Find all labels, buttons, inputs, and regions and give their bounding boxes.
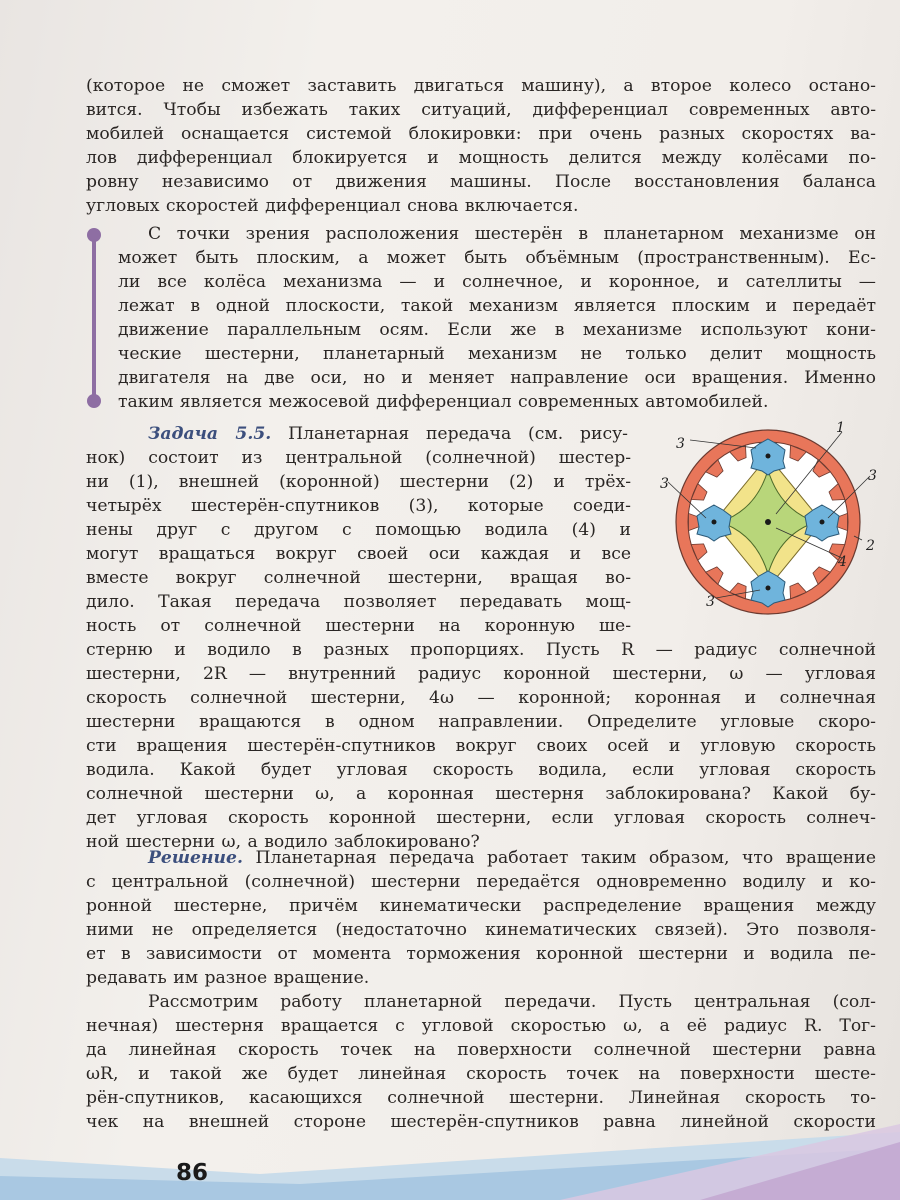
- text-line: ронной шестерне, причём кинематически распределение вращения между: [86, 896, 876, 916]
- text-line: рён-спутников, касающихся солнечной шестерни. Линейная скорость то-: [86, 1088, 876, 1108]
- text-line: скорость солнечной шестерни, 4ω — коронной; коронная и солнечная: [86, 688, 876, 708]
- text-line: может быть плоским, а может быть объёмным (пространственным). Ес-: [118, 248, 876, 268]
- text-line: ной шестерни ω, а водило заблокировано?: [86, 832, 480, 852]
- label-planet: 3: [868, 468, 877, 484]
- text-line: движение параллельным осям. Если же в механизме используют кони-: [118, 320, 876, 340]
- label-sun-gear: 1: [836, 420, 845, 436]
- text-line: (которое не сможет заставить двигаться машину), а второе колесо остано-: [86, 76, 876, 96]
- sidebar-marker-line: [92, 236, 96, 402]
- text-line: мобилей оснащается системой блокировки: при очень разных скоростях ва-: [86, 124, 876, 144]
- text-line: ли все колёса механизма — и солнечное, и коронное, и сателлиты —: [118, 272, 876, 292]
- page-number: 86: [176, 1160, 209, 1186]
- text-line: ность от солнечной шестерни на коронную ше-: [86, 616, 631, 636]
- text-line: ωR, и такой же будет линейная скорость точек на поверхности шесте-: [86, 1064, 876, 1084]
- text-line: Рассмотрим работу планетарной передачи. Пусть центральная (сол-: [148, 992, 876, 1012]
- text-line: ческие шестерни, планетарный механизм не только делит мощность: [118, 344, 876, 364]
- text-line: нечная) шестерня вращается с угловой скоростью ω, а её радиус R. Тог-: [86, 1016, 876, 1036]
- solution-first-line-text: Планетарная передача работает таким образом, что вращение: [255, 848, 876, 868]
- solution-first-line: [148, 846, 876, 871]
- text-line: четырёх шестерён-спутников (3), которые соеди-: [86, 496, 631, 516]
- text-line: дет угловая скорость коронной шестерни, если угловая скорость солнеч-: [86, 808, 876, 828]
- label-planet: 3: [706, 594, 715, 610]
- text-line: чек на внешней стороне шестерён-спутников равна линейной скорости: [86, 1112, 876, 1132]
- text-line: с центральной (солнечной) шестерни передаётся одновременно водилу и ко-: [86, 872, 876, 892]
- label-planet: 3: [676, 436, 685, 452]
- text-line: ними не определяется (недостаточно кинематических связей). Это позволя-: [86, 920, 876, 940]
- label-carrier: 4: [838, 554, 847, 570]
- solution-title: Решение.: [148, 848, 243, 868]
- text-line: сти вращения шестерён-спутников вокруг своих осей и угловую скорость: [86, 736, 876, 756]
- text-line: нок) состоит из центральной (солнечной) шестер-: [86, 448, 631, 468]
- label-planet: 3: [660, 476, 669, 492]
- task-first-line: [148, 422, 628, 447]
- text-line: вместе вокруг солнечной шестерни, вращая во-: [86, 568, 631, 588]
- sidebar-marker-bottom: [87, 394, 101, 408]
- text-line: ни (1), внешней (коронной) шестерни (2) и трёх-: [86, 472, 631, 492]
- text-line: вится. Чтобы избежать таких ситуаций, дифференциал современных авто-: [86, 100, 876, 120]
- text-line: да линейная скорость точек на поверхности солнечной шестерни равна: [86, 1040, 876, 1060]
- text-line: солнечной шестерни ω, а коронная шестерня заблокирована? Какой бу-: [86, 784, 876, 804]
- text-line: С точки зрения расположения шестерён в планетарном механизме он: [148, 224, 876, 244]
- text-line: дило. Такая передача позволяет передавать мощ-: [86, 592, 631, 612]
- text-line: лов дифференциал блокируется и мощность делится между колёсами по-: [86, 148, 876, 168]
- text-line: угловых скоростей дифференциал снова включается.: [86, 196, 579, 216]
- label-ring-gear: 2: [866, 538, 875, 554]
- text-line: могут вращаться вокруг своей оси каждая и все: [86, 544, 631, 564]
- task-first-line-text: Планетарная передача (см. рису-: [288, 424, 628, 444]
- text-line: шестерни вращаются в одном направлении. Определите угловые скоро-: [86, 712, 876, 732]
- task-title: Задача 5.5.: [148, 424, 272, 444]
- text-line: стерню и водило в разных пропорциях. Пусть R — радиус солнечной: [86, 640, 876, 660]
- text-line: двигателя на две оси, но и меняет направление оси вращения. Именно: [118, 368, 876, 388]
- text-line: шестерни, 2R — внутренний радиус коронной шестерни, ω — угловая: [86, 664, 876, 684]
- text-line: таким является межосевой дифференциал современных автомобилей.: [118, 392, 769, 412]
- planetary-gear-figure: [656, 418, 886, 618]
- text-line: ровну независимо от движения машины. После восстановления баланса: [86, 172, 876, 192]
- footer-band: [0, 1118, 900, 1200]
- text-line: нены друг с другом с помощью водила (4) и: [86, 520, 631, 540]
- text-line: водила. Какой будет угловая скорость водила, если угловая скорость: [86, 760, 876, 780]
- text-line: лежат в одной плоскости, такой механизм является плоским и передаёт: [118, 296, 876, 316]
- text-line: ет в зависимости от момента торможения коронной шестерни и водила пе-: [86, 944, 876, 964]
- text-line: редавать им разное вращение.: [86, 968, 370, 988]
